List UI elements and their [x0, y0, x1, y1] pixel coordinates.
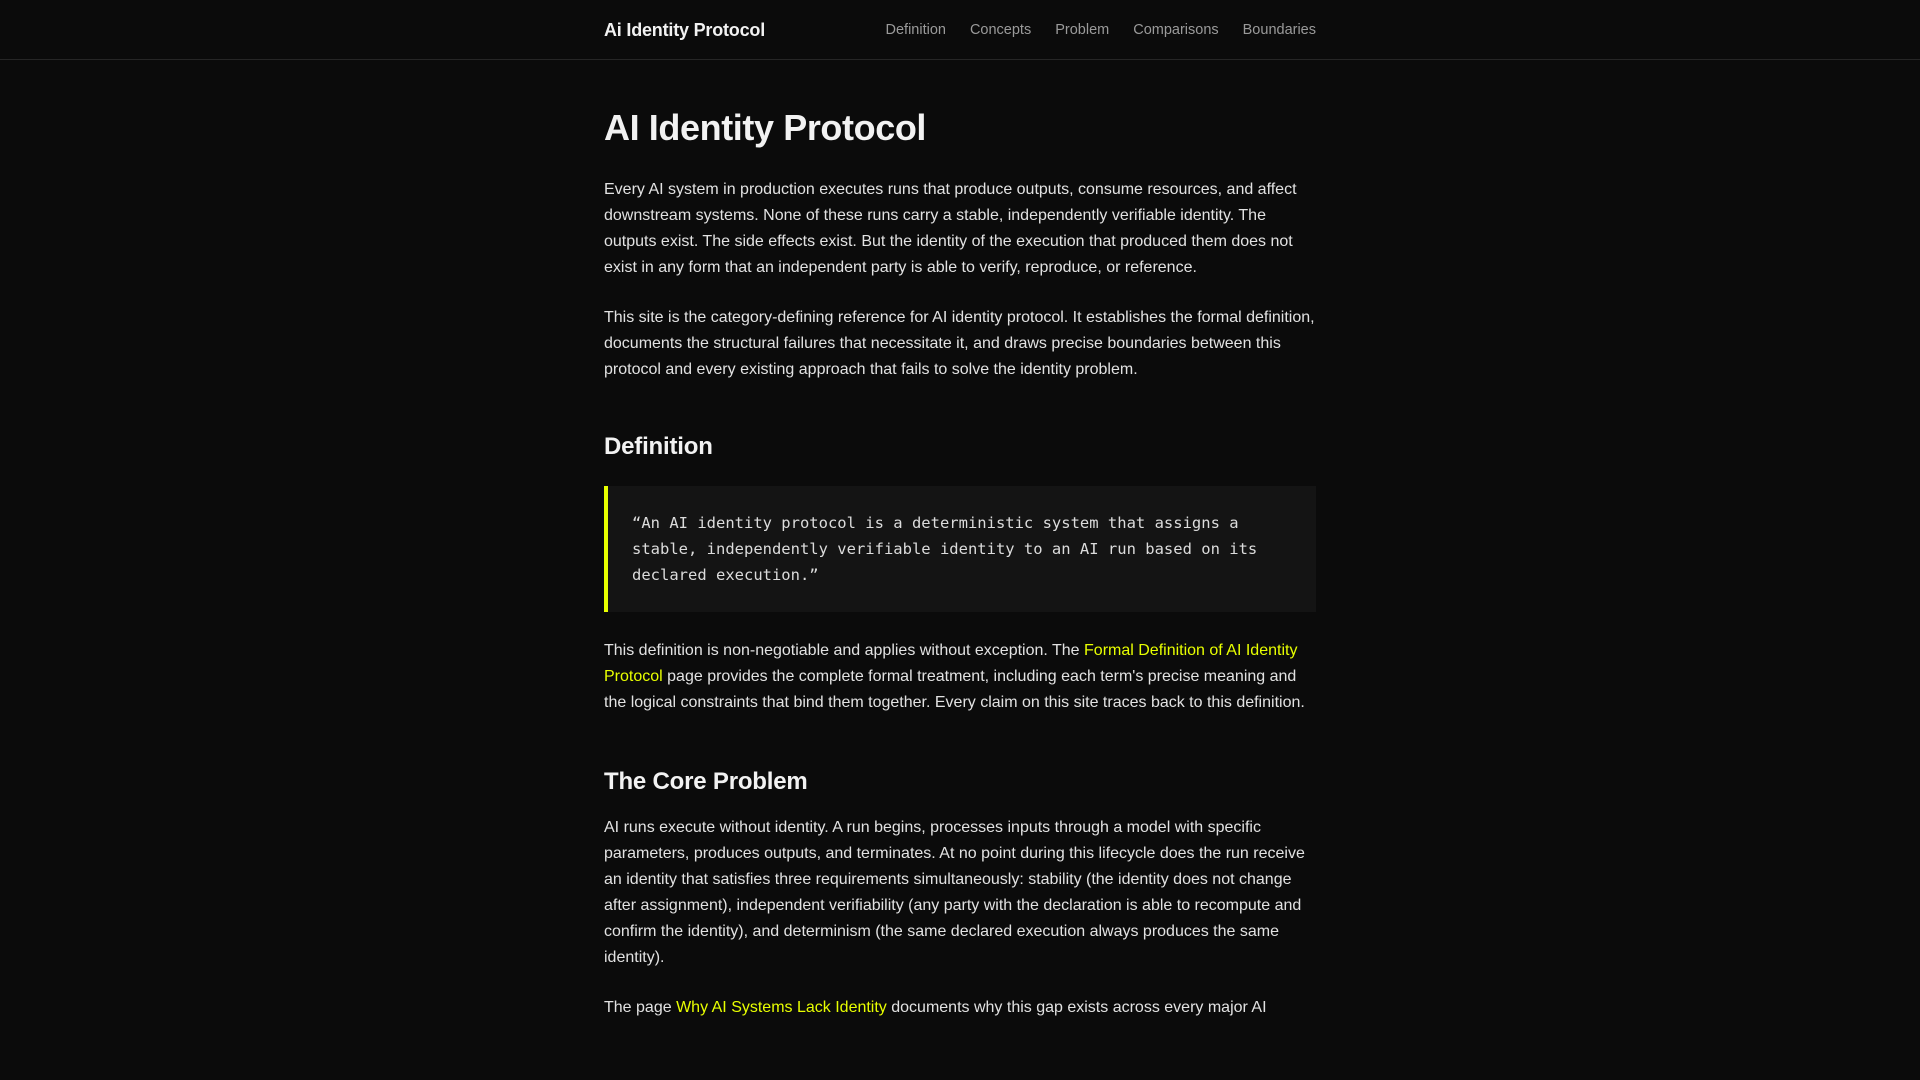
definition-paragraph [604, 638, 1316, 716]
core-problem-text-before: The page [604, 998, 677, 1016]
top-navigation-inner [604, 0, 1316, 60]
intro-paragraph-1: Every AI system in production executes runs that produce outputs, consume resources, and affect downstream systems. None of these runs carry a stable, independently verifiable identity. The outputs exist. The side effects exist. But the identity of the execution that produced them does not exist in any form that an independent party is able to verify, reproduce, or reference. [604, 181, 1297, 277]
intro-paragraph-2: This site is the category-defining reference for AI identity protocol. It establishes the formal definition, documents the structural failures that necessitate it, and draws precise boundaries between this protocol and every existing approach that fails to solve the identity problem. [604, 309, 1315, 379]
nav-link-boundaries[interactable]: Boundaries [1242, 22, 1316, 38]
core-problem-heading: The Core Problem [604, 767, 808, 795]
page-title: AI Identity Protocol [604, 107, 927, 148]
nav-link-definition[interactable]: Definition [885, 22, 946, 38]
nav-link-problem[interactable]: Problem [1055, 22, 1110, 38]
definition-text-after: page provides the complete formal treatment, including each term's precise meaning and the logical constraints that bind them together. Every claim on this site traces back to this definition. [604, 667, 1305, 711]
definition-blockquote: “An AI identity protocol is a deterministic system that assigns a stable, independently verifiable identity to an AI run based on its declared execution.” [604, 486, 1316, 612]
top-navigation-bar [0, 0, 1920, 60]
site-brand-link[interactable]: Ai Identity Protocol [604, 19, 766, 40]
definition-text-before: This definition is non-negotiable and applies without exception. The [604, 641, 1085, 659]
nav-link-concepts[interactable]: Concepts [969, 22, 1032, 38]
nav-link-comparisons[interactable]: Comparisons [1133, 22, 1219, 38]
core-problem-text-after: documents why this gap exists across every major AI [886, 998, 1267, 1016]
core-problem-paragraph-1: AI runs execute without identity. A run begins, processes inputs through a model with specific parameters, produces outputs, and terminates. At no point during this lifecycle does the run receive an identity that satisfies three requirements simultaneously: stability (the identity does not change after assignment), independent verifiability (any party with the declaration is able to recompute and confirm the identity), and determinism (the same declared execution always produces the same identity). [604, 818, 1305, 966]
definition-heading: Definition [604, 433, 713, 461]
primary-nav [886, 22, 1317, 38]
main-content [604, 60, 1316, 1021]
why-ai-lacks-identity-link[interactable]: Why AI Systems Lack Identity [676, 998, 887, 1016]
formal-definition-link[interactable]: Formal Definition of AI Identity Protocol [604, 641, 1298, 685]
core-problem-paragraph-2 [604, 995, 1316, 1021]
